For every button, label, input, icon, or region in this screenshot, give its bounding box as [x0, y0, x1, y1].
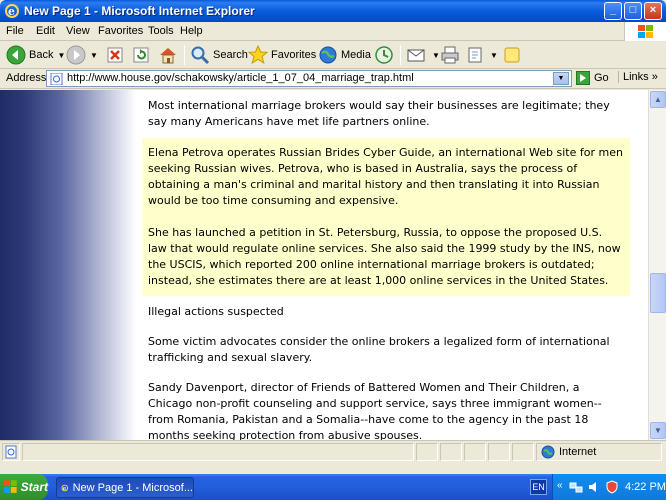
links-label: Links: [623, 71, 649, 83]
media-label: Media: [341, 49, 371, 61]
note-icon: [502, 45, 522, 65]
favorites-button[interactable]: [248, 44, 316, 66]
address-bar: [0, 69, 666, 89]
refresh-button[interactable]: [132, 44, 150, 66]
links-button[interactable]: [618, 71, 658, 83]
security-tray-icon[interactable]: [605, 480, 619, 494]
back-arrow-icon: [6, 45, 26, 65]
vertical-scrollbar[interactable]: [648, 90, 666, 440]
toolbar: [0, 41, 666, 69]
article-paragraph: Some victim advocates consider the online brokers a legalized form of international trafficking and sexual slavery.: [148, 335, 610, 364]
home-icon: [158, 45, 178, 65]
internet-globe-icon: [541, 445, 555, 459]
windows-logo-icon: [624, 22, 666, 41]
stop-icon: [106, 46, 124, 64]
menu-favorites[interactable]: Favorites: [98, 25, 144, 37]
address-url: http://www.house.gov/schakowsky/article_1_07_04_marriage_trap.html: [67, 72, 414, 84]
status-cell: [416, 443, 438, 461]
forward-button[interactable]: [66, 44, 98, 66]
printer-icon: [440, 45, 460, 65]
messenger-button[interactable]: [502, 44, 522, 66]
system-tray: [552, 474, 666, 500]
go-button[interactable]: [576, 71, 609, 85]
forward-dropdown-icon[interactable]: ▼: [90, 50, 98, 60]
address-label: Address: [6, 72, 47, 84]
star-icon: [248, 45, 268, 65]
maximize-button[interactable]: □: [624, 2, 642, 20]
article: [142, 90, 630, 440]
page-icon: [50, 73, 64, 85]
print-button[interactable]: [440, 44, 460, 66]
edit-button[interactable]: [466, 44, 498, 66]
menu-bar: [0, 22, 666, 41]
status-cell: [464, 443, 486, 461]
page-content: [0, 90, 648, 440]
status-page-cell: [2, 443, 20, 461]
edit-dropdown-icon[interactable]: ▼: [490, 50, 498, 60]
article-paragraph: She has launched a petition in St. Petersburg, Russia, to oppose the proposed U.S. law that would regulate online services. She also said the 1999 study by the INS, now the USCIS, which reported 200 online international marriage brokers is outdated; instead, she estimates there are at least 1,000 online services in the United States.: [148, 226, 621, 287]
go-arrow-icon: [576, 71, 590, 85]
media-globe-icon: [318, 45, 338, 65]
clock: 4:22 PM: [625, 481, 666, 493]
status-message: [22, 443, 414, 461]
network-icon[interactable]: [569, 480, 583, 494]
taskbar-item-label: New Page 1 - Microsof...: [72, 481, 193, 494]
back-dropdown-icon[interactable]: ▼: [57, 50, 66, 60]
highlighted-block: [142, 138, 630, 296]
search-icon: [190, 45, 210, 65]
menu-file[interactable]: File: [6, 25, 24, 37]
search-button[interactable]: [190, 44, 248, 66]
links-chevron-icon: »: [651, 71, 658, 83]
article-paragraph: Elena Petrova operates Russian Brides Cyber Guide, an international Web site for men seeking Russian wives. Petrova, who is based in Australia, says the process of obtaining a man's criminal and marital history and then translating it into Russian would be too time consuming and expensive.: [148, 146, 623, 207]
scroll-down-icon[interactable]: ▼: [650, 422, 666, 439]
start-button[interactable]: [0, 474, 48, 500]
menu-edit[interactable]: Edit: [36, 25, 55, 37]
security-zone: [536, 443, 662, 461]
refresh-icon: [132, 46, 150, 64]
page-status-icon: [4, 445, 18, 459]
close-button[interactable]: ×: [644, 2, 662, 20]
history-button[interactable]: [374, 44, 394, 66]
forward-arrow-icon: [66, 45, 86, 65]
window-title: New Page 1 - Microsoft Internet Explorer: [24, 4, 255, 18]
article-paragraph: Sandy Davenport, director of Friends of Battered Women and Their Children, a Chicago non-profit counseling and support service, says three immigrant women--from Romania, Pakistan and a Somalia--have come to the agency in the past 18 months seeking protection from abusive spouses.: [148, 381, 602, 440]
search-label: Search: [213, 49, 248, 61]
back-label: Back: [29, 49, 54, 61]
left-gradient-bar: [0, 90, 136, 440]
windows-flag-icon: [4, 480, 18, 494]
title-bar[interactable]: [0, 0, 666, 22]
menu-tools[interactable]: Tools: [148, 25, 174, 37]
address-dropdown-icon[interactable]: ▼: [553, 72, 569, 85]
status-cell: [488, 443, 510, 461]
start-label: Start: [20, 480, 48, 494]
status-cell: [440, 443, 462, 461]
mail-button[interactable]: [406, 44, 440, 66]
mail-dropdown-icon[interactable]: ▼: [432, 50, 440, 60]
ie-icon: [4, 3, 20, 19]
language-indicator[interactable]: EN: [530, 479, 547, 495]
status-bar: [0, 440, 666, 474]
minimize-button[interactable]: _: [604, 2, 622, 20]
zone-label: Internet: [559, 446, 597, 458]
article-paragraph: Most international marriage brokers would say their businesses are legitimate; they say many Americans have met life partners online.: [148, 99, 610, 128]
stop-button[interactable]: [106, 44, 124, 66]
audio-icon[interactable]: [587, 480, 601, 494]
ie-icon: [61, 481, 69, 495]
svg-text:e: e: [8, 5, 15, 18]
media-button[interactable]: [318, 44, 371, 66]
favorites-label: Favorites: [271, 49, 317, 61]
section-heading: Illegal actions suspected: [148, 305, 284, 318]
history-icon: [374, 45, 394, 65]
taskbar-item-ie[interactable]: [56, 477, 194, 498]
scroll-up-icon[interactable]: ▲: [650, 91, 666, 108]
show-hidden-icons-icon[interactable]: «: [557, 480, 563, 491]
menu-help[interactable]: Help: [180, 25, 203, 37]
address-input[interactable]: [46, 70, 572, 87]
home-button[interactable]: [158, 44, 178, 66]
scroll-thumb[interactable]: [650, 273, 666, 313]
menu-view[interactable]: View: [66, 25, 90, 37]
edit-page-icon: [466, 45, 486, 65]
taskbar: [0, 474, 666, 500]
back-button[interactable]: [6, 44, 65, 66]
mail-icon: [406, 45, 428, 65]
status-cell: [512, 443, 534, 461]
go-label: Go: [594, 72, 609, 84]
svg-text:e: e: [62, 485, 67, 492]
